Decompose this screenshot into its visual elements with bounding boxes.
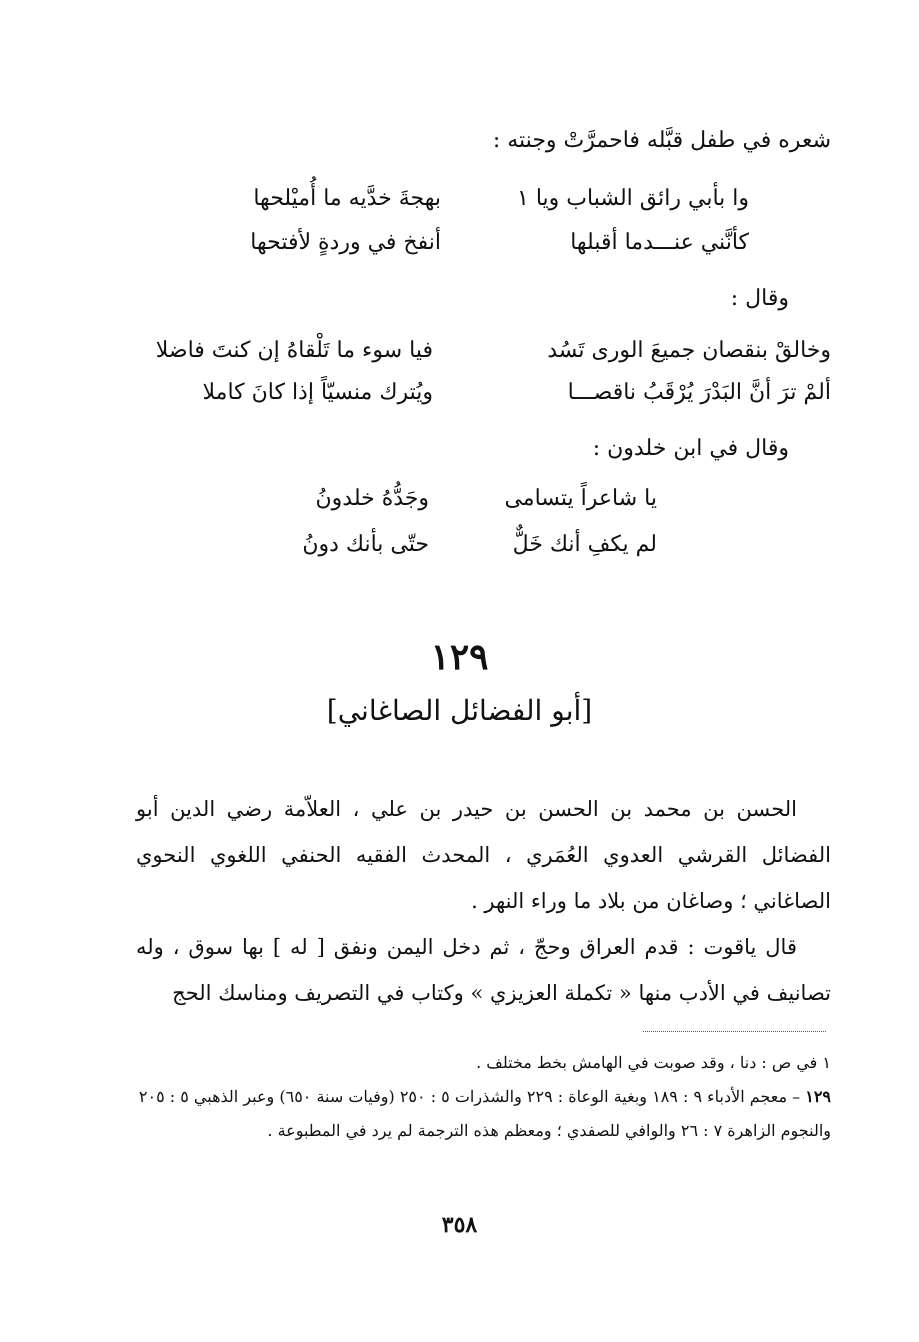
verse-hemistich: وخالقْ بنقصان جميعَ الورى تَسُد — [547, 338, 831, 363]
footnote — [131, 1080, 831, 1148]
footnote-number: ١٢٩ — [805, 1087, 831, 1106]
verse-hemistich: ألمْ ترَ أنَّ البَدْرَ يُرْقَبُ ناقصـــا — [567, 380, 831, 405]
page-number: ٣٥٨ — [441, 1212, 478, 1238]
footnote-separator — [643, 1031, 826, 1032]
bio-paragraph: قال ياقوت : قدم العراق وحجّ ، ثم دخل اليمن ونفق [ له ] بها سوق ، وله تصانيف في الأدب منها « تكملة العزيزي » وكتاب في التصريف ومناسك الحج — [136, 935, 831, 1005]
verse-hemistich: فيا سوء ما تَلْقاهُ إن كنتَ فاضلا — [155, 338, 433, 363]
entry-number: ١٢٩ — [430, 636, 489, 678]
qala-line: وقال : — [730, 286, 789, 311]
verse-hemistich: بهجةَ خدَّيه ما أُميْلحها — [253, 186, 441, 211]
bio-paragraph: الحسن بن محمد بن الحسن بن حيدر بن علي ، العلاّمة رضي الدين أبو الفضائل القرشي العدوي العُمَري ، المحدث الفقيه الحنفي اللغوي النحوي الصاغاني ؛ وصاغان من بلاد ما وراء النهر . — [136, 797, 831, 913]
verse-hemistich: أنفخ في وردةٍ لأفتحها — [250, 230, 441, 255]
intro-line: شعره في طفل قبَّله فاحمرَّتْ وجنته : — [492, 128, 831, 153]
qala-line: وقال في ابن خلدون : — [592, 436, 789, 461]
verse-hemistich: كأنَّني عنـــدما أقبلها — [570, 230, 749, 255]
verse-hemistich: حتّى بأنك دونُ — [302, 532, 429, 557]
footnotes — [131, 1046, 831, 1148]
verse-hemistich: وجَدُّهُ خلدونُ — [315, 486, 429, 511]
entry-name: [أبو الفضائل الصاغاني] — [326, 694, 593, 727]
footnote-text: – معجم الأدباء ٩ : ١٨٩ وبغية الوعاة : ٢٢٩ والشذرات ٥ : ٢٥٠ (وفيات سنة ٦٥٠) وعبر الذهبي ٥ : ٢٠٥ والنجوم الزاهرة ٧ : ٢٦ والوافي للصفدي ؛ ومعظم هذه الترجمة لم يرد في المطبوعة . — [138, 1087, 831, 1140]
verse-hemistich: وا بأبي رائق الشباب ويا ١ — [517, 186, 749, 211]
verse-hemistich: يا شاعراً يتسامى — [504, 486, 657, 511]
verse-hemistich: ويُترك منسيّاً إذا كانَ كاملا — [202, 380, 433, 405]
verse-hemistich: لم يكفِ أنك خَلٌّ — [512, 532, 657, 557]
biography-text — [136, 786, 831, 1016]
footnote: ١ في ص : دنا ، وقد صوبت في الهامش بخط مختلف . — [476, 1053, 831, 1072]
